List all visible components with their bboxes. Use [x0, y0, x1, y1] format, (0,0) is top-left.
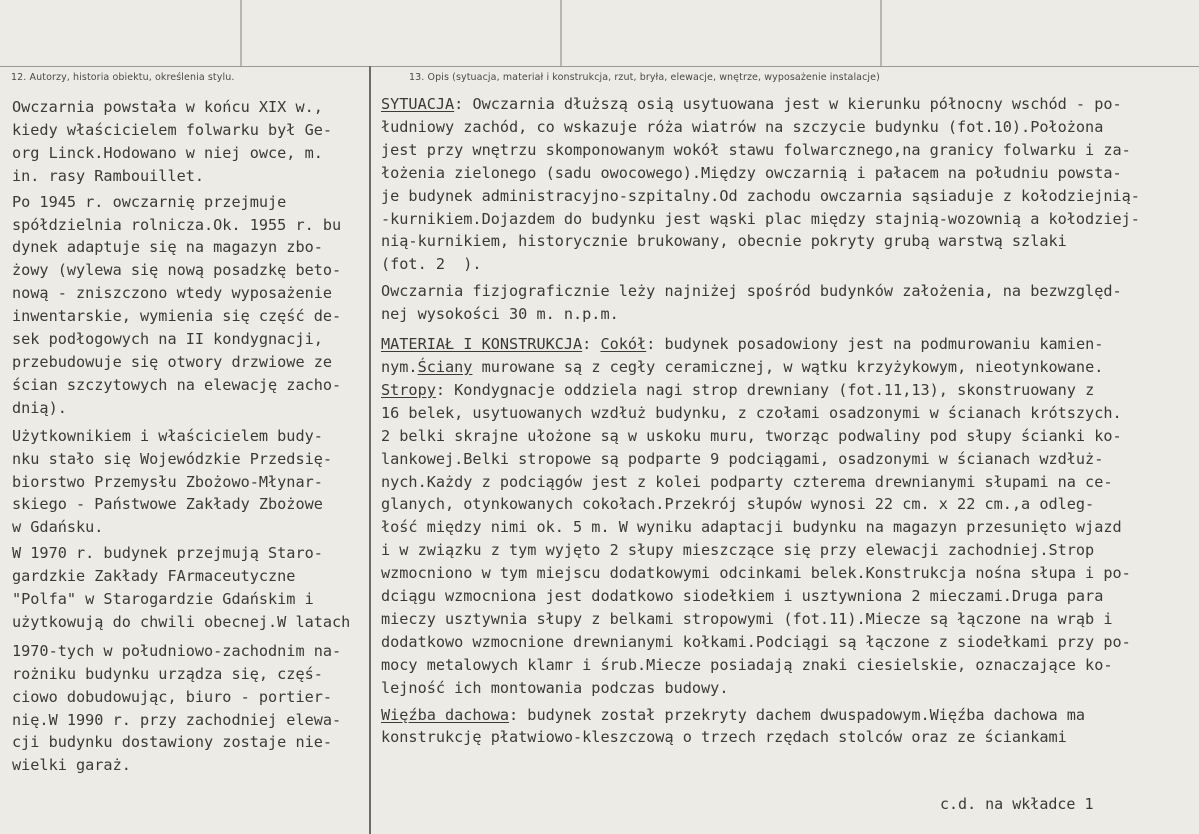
text-line: w Gdańsku.	[12, 518, 104, 537]
text-line: nową - zniszczono wtedy wyposażenie	[12, 284, 333, 303]
text-line: kiedy właścicielem folwarku był Ge-	[12, 120, 333, 139]
text-line: nię.W 1990 r. przy zachodniej elewa-	[12, 710, 342, 729]
column-divider	[369, 66, 371, 834]
text-line: inwentarskie, wymienia się część de-	[12, 307, 342, 326]
header-rule	[0, 66, 1199, 67]
text-line: sek podłogowych na II kondygnacji,	[12, 330, 323, 349]
text-line: nku stało się Wojewódzkie Przedsię-	[12, 449, 333, 468]
text-line: biorstwo Przemysłu Zbożowo-Młynar-	[12, 472, 323, 491]
text-line: Owczarnia powstała w końcu XIX w.,	[12, 98, 323, 116]
text-line: je budynek administracyjno-szpitalny.Od zachodu owczarnia sąsiaduje z kołodziejnią-	[381, 186, 1140, 205]
history-column	[12, 96, 364, 777]
text-line: Użytkownikiem i właścicielem budy-	[12, 426, 323, 445]
text-line: wzmocniono w tym miejscu dodatkowymi odcinkami belek.Konstrukcja nośna słupa i po-	[381, 564, 1131, 583]
stropy-line: Stropy: Kondygnacje oddziela nagi strop drewniany (fot.11,13), skonstruowany z	[381, 380, 1095, 399]
text-line: spółdzielnia rolnicza.Ok. 1955 r. bu	[12, 215, 342, 234]
text-line: Owczarnia fizjograficznie leży najniżej spośród budynków założenia, na bezwzględ-	[381, 282, 1122, 301]
text-line: nej wysokości 30 m. n.p.m.	[381, 305, 619, 324]
cokol-label: Cokół	[600, 335, 647, 354]
section-13-header: 13. Opis (sytuacja, materiał i konstrukcja, rzut, bryła, elewacje, wnętrze, wyposażenie instalacje)	[409, 72, 880, 83]
section-12-header: 12. Autorzy, historia obiektu, określenia stylu.	[11, 72, 235, 83]
text-line: mieczy usztywnia słupy z belkami stropowymi (fot.11).Miecze są łączone na wrąb i	[381, 609, 1113, 628]
text-line: lankowej.Belki stropowe są podparte 9 podciągami, osadzonymi w ścianach wzdłuż-	[381, 449, 1104, 468]
sciany-label: Ściany	[417, 357, 473, 376]
text-line: łożenia zielonego (sadu owocowego).Między owczarnią i pałacem na południu powsta-	[381, 163, 1122, 182]
text-line: gardzkie Zakłady FArmaceutyczne	[12, 567, 296, 586]
card-top-strip	[0, 0, 1199, 66]
stropy-paragraph	[381, 402, 1193, 700]
sytuacja-label: SYTUACJA	[381, 95, 455, 113]
text-line: -kurnikiem.Dojazdem do budynku jest wąski plac między stajnią-wozownią a kołodziej-	[381, 209, 1140, 228]
text-line: "Polfa" w Starogardzie Gdańskim i	[12, 590, 314, 609]
sytuacja-line-1: SYTUACJA: Owczarnia dłuższą osią usytuowana jest w kierunku północny wschód - po-	[381, 95, 1122, 113]
text-line: żowy (wylewa się nową posadzkę beto-	[12, 261, 342, 280]
text-line: dciągu wzmocniona jest dodatkowo siodełkiem i usztywniona 2 mieczami.Druga para	[381, 587, 1104, 606]
text-line: 2 belki skrajne ułożone są w uskoku muru, tworząc podwaliny pod słupy ścianki ko-	[381, 426, 1122, 445]
text-line: Po 1945 r. owczarnię przejmuje	[12, 192, 287, 211]
text-line: i w związku z tym wyjęto 2 słupy mieszczące się przy elewacji zachodniej.Strop	[381, 541, 1095, 560]
text-line: nią-kurnikiem, historycznie brukowany, obecnie pokryty grubą warstwą szlaki	[381, 232, 1067, 251]
text-line: lejność ich montowania podczas budowy.	[381, 678, 729, 697]
text-line: łudniowy zachód, co wskazuje róża wiatrów na szczycie budynku (fot.10).Położona	[381, 117, 1104, 136]
text-line: dodatkowo wzmocnione drewnianymi kołkami.Podciągi są łączone z siodełkami przy po-	[381, 632, 1131, 651]
wiezba-label: Więźba dachowa	[381, 705, 510, 724]
wiezba-line: Więźba dachowa: budynek został przekryty dachem dwuspadowym.Więźba dachowa ma	[381, 705, 1086, 724]
text-line: 16 belek, usytuowanych wzdłuż budynku, z czołami osadzonymi w ścianach krótszych.	[381, 403, 1122, 422]
sciany-line: nym.Ściany murowane są z cegły ceramicznej, w wątku krzyżykowym, nieotynkowane.	[381, 357, 1104, 376]
text-line: dnią).	[12, 398, 67, 417]
text-line: in. rasy Rambouillet.	[12, 166, 205, 185]
continuation-note: c.d. na wkładce 1	[940, 795, 1094, 813]
text-line: glanych, otynkowanych cokołach.Przekrój słupów wynosi 22 cm. x 22 cm.,a odleg-	[381, 495, 1095, 514]
text-line: jest przy wnętrzu skomponowanym wokół stawu folwarcznego,na granicy folwarku i za-	[381, 140, 1131, 159]
text-line: W 1970 r. budynek przejmują Staro-	[12, 544, 323, 563]
text-line: dynek adaptuje się na magazyn zbo-	[12, 238, 323, 257]
text-line: ścian szczytowych na elewację zacho-	[12, 375, 342, 394]
stropy-label: Stropy	[381, 380, 436, 399]
text-line: konstrukcję płatwiowo-kleszczową o trzech rzędach stolców oraz ze ściankami	[381, 728, 1067, 747]
text-line: przebudowuje się otwory drzwiowe ze	[12, 352, 333, 371]
text-line: (fot. 2 ).	[381, 255, 482, 274]
text-line: cji budynku dostawiony zostaje nie-	[12, 733, 333, 752]
text-line: org Linck.Hodowano w niej owce, m.	[12, 143, 323, 162]
text-line: mocy metalowych klamr i śrub.Miecze posiadają znaki ciesielskie, oznaczające ko-	[381, 655, 1113, 674]
text-line: rożniku budynku urządza się, częś-	[12, 664, 323, 683]
text-line: skiego - Państwowe Zakłady Zbożowe	[12, 495, 323, 514]
text-line: wielki garaż.	[12, 756, 131, 775]
text-line: nych.Każdy z podciągów jest z kolei podparty czterema drewnianymi słupami na ce-	[381, 472, 1113, 491]
text-line: 1970-tych w południowo-zachodnim na-	[12, 641, 342, 660]
text-line: łość między nimi ok. 5 m. W wyniku adaptacji budynku na magazyn przesunięto wjazd	[381, 518, 1122, 537]
material-line-1: MATERIAŁ I KONSTRUKCJA: Cokół: budynek posadowiony jest na podmurowaniu kamien-	[381, 335, 1104, 354]
description-column	[381, 93, 1193, 749]
material-label: MATERIAŁ I KONSTRUKCJA	[381, 335, 583, 354]
text-line: użytkowują do chwili obecnej.W latach	[12, 612, 351, 631]
text-line: ciowo dobudowując, biuro - portier-	[12, 687, 333, 706]
